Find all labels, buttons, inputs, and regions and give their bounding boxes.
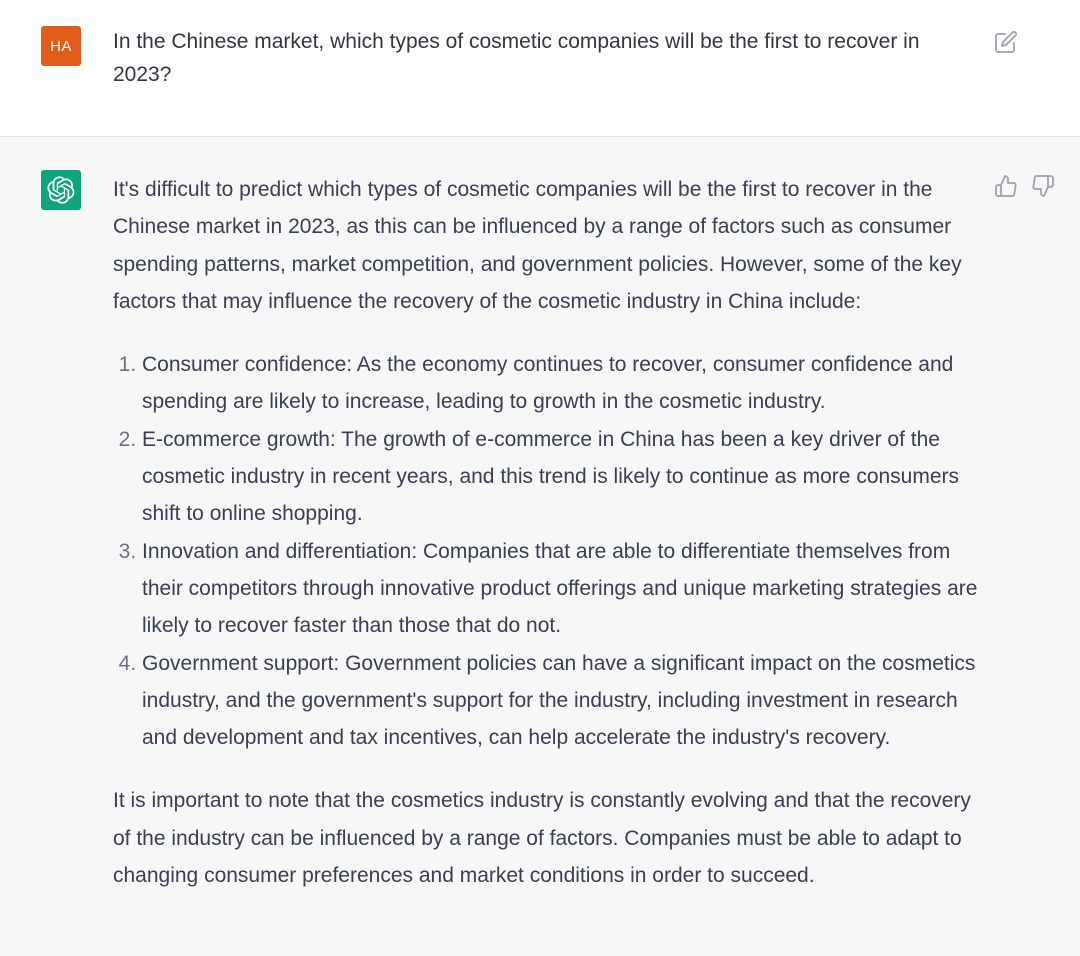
thumbs-down-button[interactable] (1031, 174, 1055, 198)
user-avatar-initials: HA (50, 37, 72, 55)
answer-conclusion: It is important to note that the cosmetics industry is constantly evolving and that the recovery of the industry can be influenced by a range of factors. Companies must be able to adapt to changing consumer preferences and market conditions in order to succeed. (113, 789, 971, 888)
answer-list (113, 346, 983, 756)
thumbs-down-icon (1031, 174, 1055, 198)
assistant-message-row (0, 137, 1080, 956)
list-item: 2. E-commerce growth: The growth of e-commerce in China has been a key driver of the cosmetic industry in recent years, and this trend is likely to continue as more consumers shift to online shopping. (142, 421, 983, 533)
user-message-row (0, 0, 1080, 137)
list-item: 1. Consumer confidence: As the economy continues to recover, consumer confidence and spending are likely to increase, leading to growth in the cosmetic industry. (142, 346, 983, 421)
thumbs-up-button[interactable] (994, 174, 1018, 198)
list-item: 4. Government support: Government policies can have a significant impact on the cosmetics industry, and the government's support for the industry, including investment in research and development and tax incentives, can help accelerate the industry's recovery. (142, 645, 983, 757)
answer-intro: It's difficult to predict which types of cosmetic companies will be the first to recover in the Chinese market in 2023, as this can be influenced by a range of factors such as consumer spending patterns, market competition, and government policies. However, some of the key factors that may influence the recovery of the cosmetic industry in China include: (113, 178, 962, 313)
edit-icon (994, 30, 1018, 54)
openai-logo-icon (47, 176, 75, 204)
thumbs-up-icon (994, 174, 1018, 198)
assistant-message-text (113, 171, 983, 894)
user-message-text: In the Chinese market, which types of cosmetic companies will be the first to recover in 2023? (113, 30, 920, 86)
edit-message-button[interactable] (994, 30, 1018, 54)
user-avatar (41, 26, 81, 66)
list-item: 3. Innovation and differentiation: Companies that are able to differentiate themselves from their competitors through innovative product offerings and unique marketing strategies are likely to recover faster than those that do not. (142, 533, 983, 645)
assistant-avatar (41, 170, 81, 210)
